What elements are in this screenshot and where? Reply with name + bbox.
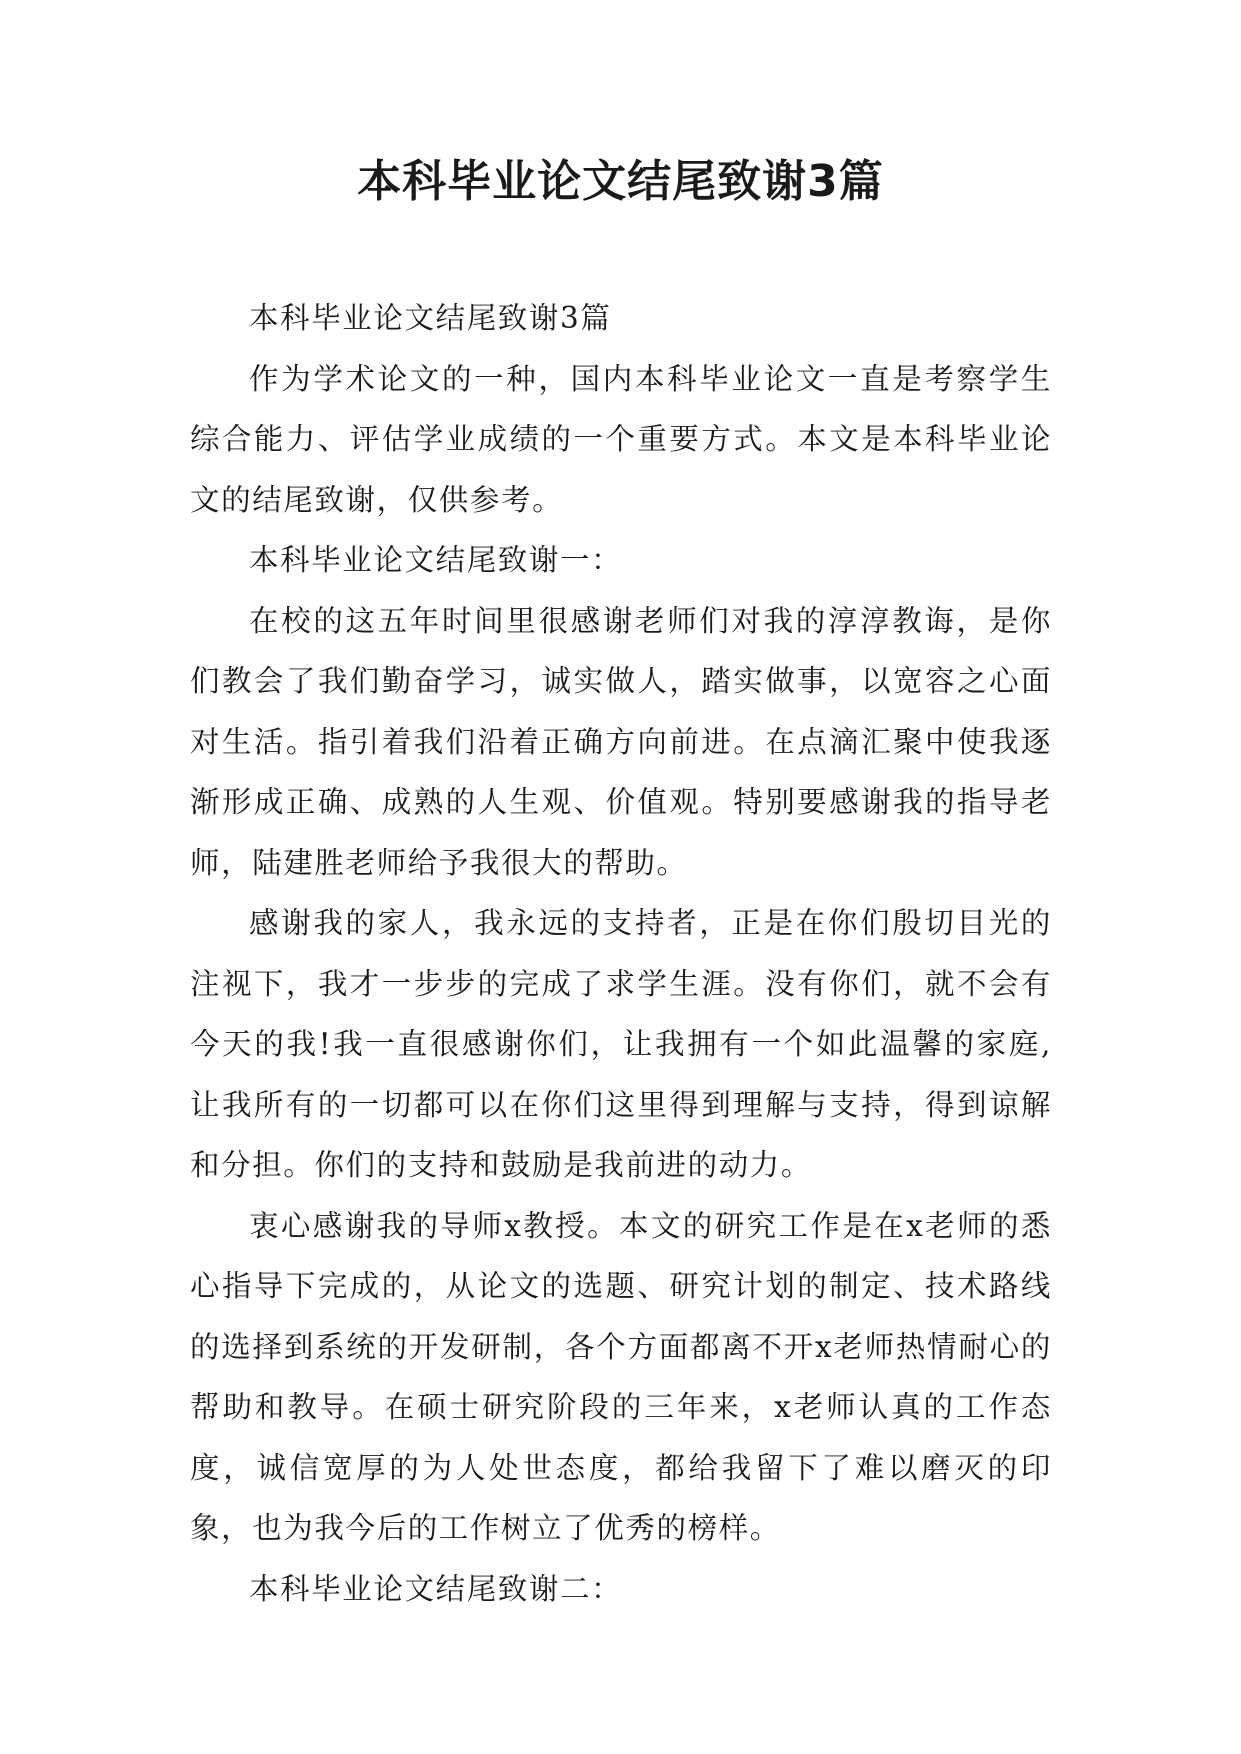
section-heading-two: 本科毕业论文结尾致谢二：: [249, 1571, 623, 1606]
body-paragraph: 感谢我的家人，我永远的支持者，正是在你们殷切目光的注视下，我才一步步的完成了求学生涯。没有你们，就不会有今天的我!我一直很感谢你们，让我拥有一个如此温馨的家庭,让我所有的一切都可以在你们这里得到理解与支持，得到谅解和分担。你们的支持和鼓励是我前进的动力。: [190, 906, 1052, 1182]
section-heading-one: 本科毕业论文结尾致谢一：: [249, 543, 623, 577]
intro-paragraph: 作为学术论文的一种，国内本科毕业论文一直是考察学生综合能力、评估学业成绩的一个重要方式。本文是本科毕业论文的结尾致谢，仅供参考。: [190, 361, 1052, 517]
body-paragraph: 衷心感谢我的导师x教授。本文的研究工作是在x老师的悉心指导下完成的，从论文的选题、研究计划的制定、技术路线的选择到系统的开发研制，各个方面都离不开x老师热情耐心的帮助和教导。在硕士研究阶段的三年来，x老师认真的工作态度，诚信宽厚的为人处世态度，都给我留下了难以磨灭的印象，也为我今后的工作树立了优秀的榜样。: [190, 1208, 1052, 1545]
document-body: [190, 288, 1052, 1619]
subtitle-paragraph: 本科毕业论文结尾致谢3篇: [249, 301, 612, 335]
body-paragraph: 在校的这五年时间里很感谢老师们对我的淳淳教诲，是你们教会了我们勤奋学习，诚实做人，踏实做事，以宽容之心面对生活。指引着我们沿着正确方向前进。在点滴汇聚中使我逐渐形成正确、成熟的人生观、价值观。特别要感谢我的指导老师，陆建胜老师给予我很大的帮助。: [190, 603, 1052, 880]
document-title: 本科毕业论文结尾致谢3篇: [357, 156, 884, 207]
